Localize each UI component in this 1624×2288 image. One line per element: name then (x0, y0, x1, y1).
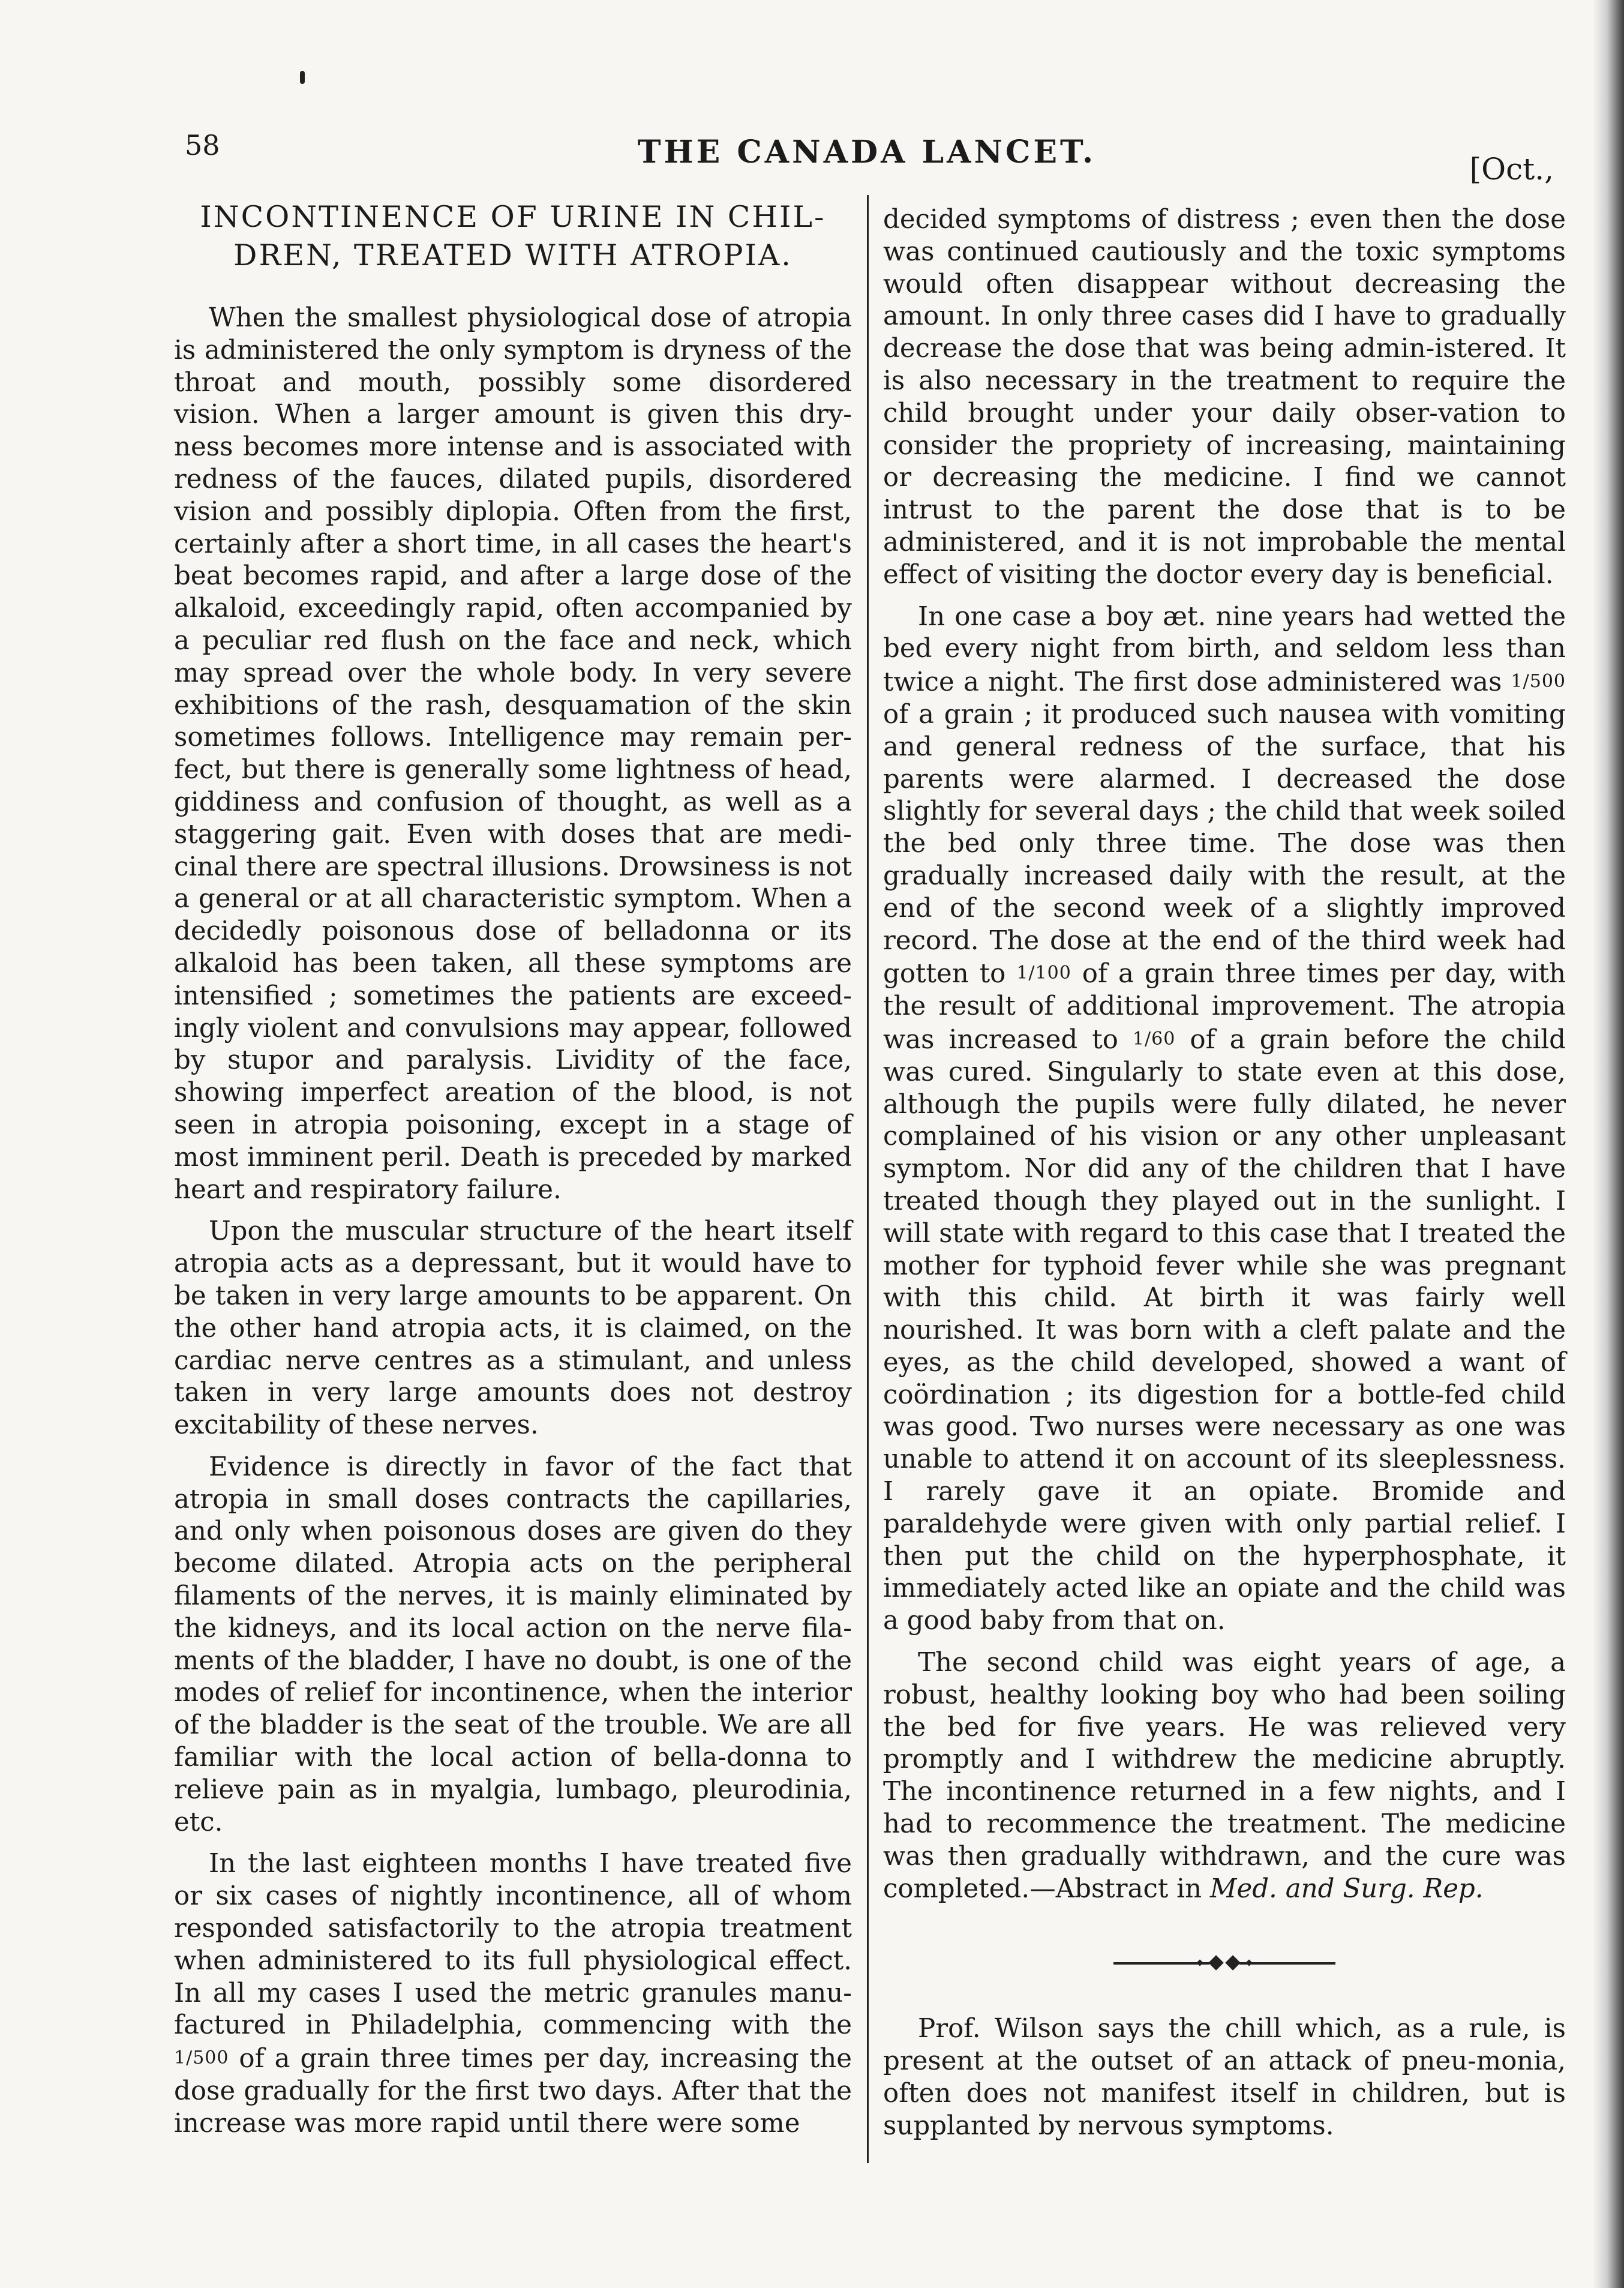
journal-title: THE CANADA LANCET. (637, 134, 1097, 170)
ornament-line-right (1239, 1962, 1335, 1965)
source-citation: Med. and Surg. Rep. (1209, 1873, 1484, 1904)
treatment-text-after: of a grain three times per day, increasing the dose gradually for the first two days. After that the increase was more rapid until there were some (174, 2044, 852, 2139)
case-one-text-2: of a grain ; it produced such nausea with vomiting and general redness of the surface, that his parents were alarmed. I decreased the dose slightly for several days ; the child that week soiled the bed only three time. The dose was then gradually increased daily with the result, at the end of the second week of a slightly improved record. The dose at the end of the third week had gotten to (883, 699, 1566, 989)
ink-speck (300, 71, 305, 84)
dose-fraction-1: 1/500 (1511, 671, 1566, 692)
page-header (180, 123, 1554, 189)
issue-month: [Oct., (1469, 152, 1554, 187)
paragraph-capillaries: Evidence is directly in favor of the fact that atropia in small doses contracts the capillaries, and only when poisonous doses are given do they become dilated. Atropia acts on the peripheral filaments of the nerves, it is mainly eliminated by the kidneys, and its local action on the nerve fila-ments of the bladder, I have no doubt, is one of the modes of relief for incontinence, when the interior of the bladder is the seat of the trouble. We are all familiar with the local action of bella-donna to relieve pain as in myalgia, lumbago, pleurodinia, etc. (174, 1452, 852, 1837)
paragraph-continuation: decided symptoms of distress ; even then the dose was continued cautiously and the toxic symptoms would often disappear without decreasing the amount. In only three cases did I have to gradually decrease the dose that was being admin-istered. It is also necessary in the treatment to require the child brought under your daily obser-vation to consider the propriety of increasing, maintaining or decreasing the medicine. I find we cannot intrust to the parent the dose that is to be administered, and it is not improbable the mental effect of visiting the doctor every day is beneficial. (883, 205, 1566, 590)
case-one-text-4: of a grain before the child was cured. Singularly to state even at this dose, although the pupils were fully dilated, he never complained of his vision or any other unpleasant symptom. Nor did any of the children that I have treated though they played out in the sunlight. I will state with regard to this case that I treated the mother for typhoid fever while she was pregnant with this child. At birth it was fairly well nourished. It was born with a cleft palate and the eyes, as the child developed, showed a want of coördination ; its digestion for a bottle-fed child was good. Two nurses were necessary as one was unable to attend it on account of its sleeplessness. I rarely gave it an opiate. Bromide and paraldehyde were given with only partial relief. I then put the child on the hyperphosphate, it immediately acted like an opiate and the child was a good baby from that on. (883, 1024, 1566, 1636)
paragraph-case-two (883, 1647, 1566, 1905)
case-one-text-3: of a grain three times per day, with the result of additional improvement. The atropia was increased to (883, 959, 1566, 1055)
page-number: 58 (185, 129, 220, 161)
article-title: INCONTINENCE OF URINE IN CHIL-DREN, TREATED WITH ATROPIA. (200, 200, 826, 272)
book-spine-edge (1593, 0, 1624, 2288)
ornament-line-left (1113, 1962, 1209, 1965)
column-divider (867, 195, 869, 2163)
ornament-dot (1225, 1956, 1240, 1971)
right-column (883, 204, 1566, 2143)
ornament-dot (1196, 1960, 1203, 1966)
ornament-dot (1208, 1956, 1223, 1971)
dose-fraction-2: 1/100 (1016, 962, 1071, 984)
dose-fraction-3: 1/60 (1132, 1028, 1176, 1049)
paragraph-atropia-symptoms: When the smallest physiological dose of atropia is administered the only symptom is dryness of the throat and mouth, possibly some disordered vision. When a larger amount is given this dry-ness becomes more intense and is associated with redness of the fauces, dilated pupils, disordered vision and possibly diplopia. Often from the first, certainly after a short time, in all cases the heart's beat becomes rapid, and after a large dose of the alkaloid, exceedingly rapid, often accompanied by a peculiar red flush on the face and neck, which may spread over the whole body. In very severe exhibitions of the rash, desquamation of the skin sometimes follows. Intelligence may remain per-fect, but there is generally some lightness of head, giddiness and confusion of thought, as well as a staggering gait. Even with doses that are medi-cinal there are spectral illusions. Drowsiness is not a general or at all characteristic symptom. When a decidedly poisonous dose of belladonna or its alkaloid has been taken, all these symptoms are intensified ; sometimes the patients are exceed-ingly violent and convulsions may appear, followed by stupor and paralysis. Lividity of the face, showing imperfect areation of the blood, is not seen in atropia poisoning, except in a stage of most imminent peril. Death is preceded by marked heart and respiratory failure. (174, 303, 852, 1205)
paragraph-treatment-cases (174, 1848, 852, 2140)
section-ornament (1113, 1954, 1335, 1971)
dose-fraction: 1/500 (174, 2047, 229, 2069)
case-one-text-1: In one case a boy æt. nine years had wetted the bed every night from birth, and seldom less than twice a night. The first dose administered was (883, 601, 1566, 698)
paragraph-wilson-note: Prof. Wilson says the chill which, as a rule, is present at the outset of an attack of pneu-monia, often does not manifest itself in children, but is supplanted by nervous symptoms. (883, 2014, 1566, 2141)
left-column (174, 198, 852, 2140)
case-two-text: The second child was eight years of age, a robust, healthy looking boy who had been soiling the bed for five years. He was relieved very promptly and I withdrew the medicine abruptly. The incontinence returned in a few nights, and I had to recommence the treatment. The medicine was then gradually withdrawn, and the cure was completed.—Abstract in (883, 1648, 1566, 1904)
paragraph-heart-action: Upon the muscular structure of the heart itself atropia acts as a depressant, but it would have to be taken in very large amounts to be apparent. On the other hand atropia acts, it is claimed, on the cardiac nerve centres as a stimulant, and unless taken in very large amounts does not destroy excitability of these nerves. (174, 1216, 852, 1441)
treatment-text-before: In the last eighteen months I have treated five or six cases of nightly incontinence, all of whom responded satisfactorily to the atropia treatment when administered to its full physiological effect. In all my cases I used the metric granules manu-factured in Philadelphia, commencing with the (174, 1849, 852, 2041)
paragraph-case-one (883, 601, 1566, 1638)
